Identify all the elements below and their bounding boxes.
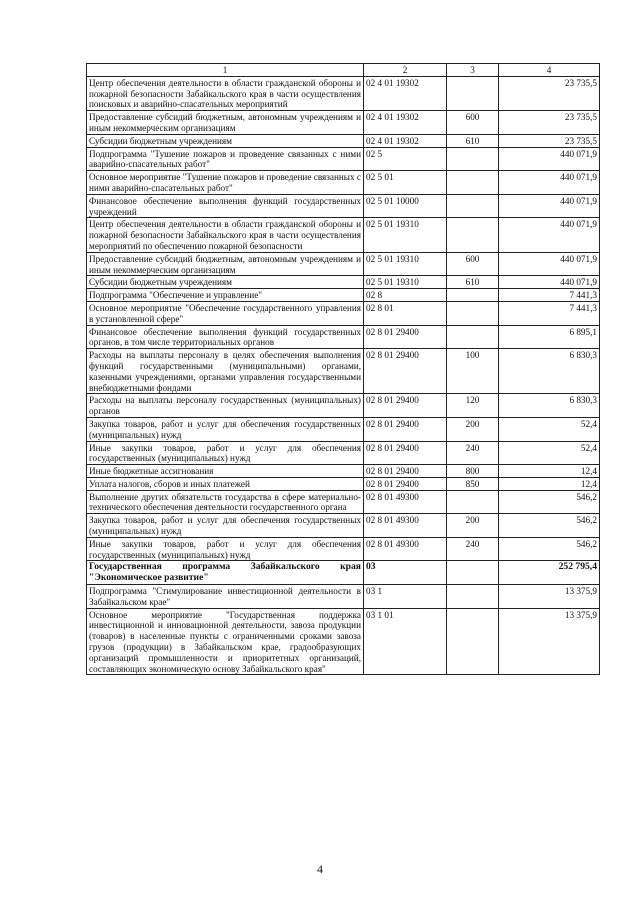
row-code: 02 5 (364, 147, 447, 171)
row-expense-type: 120 (447, 394, 499, 418)
row-code: 02 4 01 19302 (364, 76, 447, 110)
row-name: Иные бюджетные ассигнования (87, 465, 364, 478)
row-code: 02 8 01 49300 (364, 514, 447, 538)
budget-table (86, 63, 600, 675)
row-name: Основное мероприятие "Тушение пожаров и проведение связанных с ними аварийно-спасательных работ" (87, 171, 364, 195)
row-amount: 23 735,5 (499, 76, 600, 110)
row-amount: 440 071,9 (499, 252, 600, 276)
row-amount: 12,4 (499, 477, 600, 490)
table-row (87, 301, 600, 325)
row-expense-type: 200 (447, 417, 499, 441)
row-expense-type: 610 (447, 276, 499, 289)
header-col-2: 2 (364, 64, 447, 77)
table-row (87, 441, 600, 465)
table-row (87, 134, 600, 147)
row-amount: 52,4 (499, 417, 600, 441)
row-name: Центр обеспечения деятельности в области гражданской обороны и пожарной безопасности Забайкальского края в части осуществления мероприятий по обеспечению пожарной безопасности (87, 218, 364, 252)
row-code: 02 5 01 10000 (364, 194, 447, 218)
row-expense-type: 800 (447, 465, 499, 478)
page-number: 4 (317, 862, 323, 876)
row-code: 02 8 01 (364, 301, 447, 325)
row-expense-type: 600 (447, 111, 499, 135)
row-expense-type (447, 147, 499, 171)
row-amount: 12,4 (499, 465, 600, 478)
row-name: Субсидии бюджетным учреждениям (87, 134, 364, 147)
row-code: 02 8 01 49300 (364, 537, 447, 561)
table-row (87, 252, 600, 276)
row-amount: 13 375,9 (499, 608, 600, 675)
table-row (87, 585, 600, 609)
row-name: Финансовое обеспечение выполнения функций государственных учреждений (87, 194, 364, 218)
row-expense-type: 850 (447, 477, 499, 490)
table-row (87, 514, 600, 538)
row-amount: 440 071,9 (499, 194, 600, 218)
table-row (87, 490, 600, 514)
row-name: Основное мероприятие "Государственная поддержка инвестиционной и инновационной деятельности, завоза продукции (товаров) в населенные пункты с ограниченными сроками завоза грузов (продукции) в Забайкальском крае, градообразующих организаций промышленности и приоритетных организаций, составляющих экономическую основу Забайкальского края" (87, 608, 364, 675)
row-code: 02 8 01 49300 (364, 490, 447, 514)
row-amount: 440 071,9 (499, 147, 600, 171)
row-expense-type: 240 (447, 537, 499, 561)
table-row (87, 561, 600, 585)
row-expense-type (447, 325, 499, 349)
header-col-3: 3 (447, 64, 499, 77)
row-code: 02 8 (364, 289, 447, 302)
row-name: Подпрограмма "Тушение пожаров и проведение связанных с ними аварийно-спасательных работ" (87, 147, 364, 171)
row-name: Государственная программа Забайкальского края "Экономическое развитие" (87, 561, 364, 585)
table-row (87, 537, 600, 561)
row-amount: 23 735,5 (499, 134, 600, 147)
row-expense-type (447, 171, 499, 195)
row-expense-type: 200 (447, 514, 499, 538)
row-expense-type (447, 76, 499, 110)
row-name: Основное мероприятие "Обеспечение государственного управления в установленной сфере" (87, 301, 364, 325)
row-expense-type: 600 (447, 252, 499, 276)
row-code: 03 1 01 (364, 608, 447, 675)
row-code: 02 5 01 19310 (364, 276, 447, 289)
table-row (87, 194, 600, 218)
table-row (87, 147, 600, 171)
row-expense-type (447, 194, 499, 218)
table-row (87, 394, 600, 418)
table-row (87, 289, 600, 302)
row-code: 02 8 01 29400 (364, 477, 447, 490)
table-row (87, 465, 600, 478)
row-name: Расходы на выплаты персоналу в целях обеспечения выполнения функций государственными (муниципальными) органами, казенными учреждениями, органами управления государственными внебюджетными фондами (87, 349, 364, 394)
row-name: Закупка товаров, работ и услуг для обеспечения государственных (муниципальных) нужд (87, 514, 364, 538)
row-expense-type (447, 608, 499, 675)
row-amount: 546,2 (499, 514, 600, 538)
row-code: 03 (364, 561, 447, 585)
table-body (87, 76, 600, 675)
row-code: 02 8 01 29400 (364, 349, 447, 394)
row-name: Уплата налогов, сборов и иных платежей (87, 477, 364, 490)
table-row (87, 417, 600, 441)
table-row (87, 608, 600, 675)
row-amount: 7 441,3 (499, 301, 600, 325)
row-name: Подпрограмма "Стимулирование инвестиционной деятельности в Забайкальском крае" (87, 585, 364, 609)
row-name: Предоставление субсидий бюджетным, автономным учреждениям и иным некоммерческим организациям (87, 111, 364, 135)
row-name: Иные закупки товаров, работ и услуг для обеспечения государственных (муниципальных) нужд (87, 441, 364, 465)
header-col-1: 1 (87, 64, 364, 77)
row-name: Расходы на выплаты персоналу государственных (муниципальных) органов (87, 394, 364, 418)
row-name: Предоставление субсидий бюджетным, автономным учреждениям и иным некоммерческим организациям (87, 252, 364, 276)
table-header-row (87, 64, 600, 77)
row-amount: 440 071,9 (499, 276, 600, 289)
row-name: Центр обеспечения деятельности в области гражданской обороны и пожарной безопасности Забайкальского края в части осуществления поисковых и аварийно-спасательных мероприятий (87, 76, 364, 110)
row-code: 02 8 01 29400 (364, 325, 447, 349)
row-amount: 546,2 (499, 537, 600, 561)
table-row (87, 325, 600, 349)
row-code: 02 8 01 29400 (364, 394, 447, 418)
row-amount: 6 895,1 (499, 325, 600, 349)
row-name: Субсидии бюджетным учреждениям (87, 276, 364, 289)
row-expense-type (447, 561, 499, 585)
row-expense-type (447, 585, 499, 609)
row-expense-type: 100 (447, 349, 499, 394)
row-code: 02 5 01 19310 (364, 252, 447, 276)
row-expense-type (447, 490, 499, 514)
row-name: Закупка товаров, работ и услуг для обеспечения государственных (муниципальных) нужд (87, 417, 364, 441)
row-name: Подпрограмма "Обеспечение и управление" (87, 289, 364, 302)
row-amount: 6 830,3 (499, 349, 600, 394)
table-row (87, 171, 600, 195)
table-row (87, 76, 600, 110)
row-code: 02 8 01 29400 (364, 465, 447, 478)
row-code: 03 1 (364, 585, 447, 609)
row-name: Финансовое обеспечение выполнения функций государственных органов, в том числе территориальных органов (87, 325, 364, 349)
row-amount: 23 735,5 (499, 111, 600, 135)
table-row (87, 218, 600, 252)
row-code: 02 4 01 19302 (364, 111, 447, 135)
row-code: 02 4 01 19302 (364, 134, 447, 147)
row-amount: 440 071,9 (499, 218, 600, 252)
row-expense-type (447, 218, 499, 252)
row-amount: 13 375,9 (499, 585, 600, 609)
row-code: 02 8 01 29400 (364, 441, 447, 465)
row-name: Выполнение других обязательств государства в сфере материально-технического обеспечения деятельности государственного органа (87, 490, 364, 514)
row-amount: 6 830,3 (499, 394, 600, 418)
row-amount: 546,2 (499, 490, 600, 514)
row-expense-type (447, 289, 499, 302)
row-name: Иные закупки товаров, работ и услуг для обеспечения государственных (муниципальных) нужд (87, 537, 364, 561)
row-expense-type: 610 (447, 134, 499, 147)
header-col-4: 4 (499, 64, 600, 77)
row-code: 02 5 01 (364, 171, 447, 195)
table-row (87, 111, 600, 135)
row-expense-type (447, 301, 499, 325)
table-row (87, 477, 600, 490)
row-code: 02 5 01 19310 (364, 218, 447, 252)
row-code: 02 8 01 29400 (364, 417, 447, 441)
row-amount: 252 795,4 (499, 561, 600, 585)
table-row (87, 276, 600, 289)
table-row (87, 349, 600, 394)
row-amount: 7 441,3 (499, 289, 600, 302)
row-amount: 52,4 (499, 441, 600, 465)
row-amount: 440 071,9 (499, 171, 600, 195)
row-expense-type: 240 (447, 441, 499, 465)
